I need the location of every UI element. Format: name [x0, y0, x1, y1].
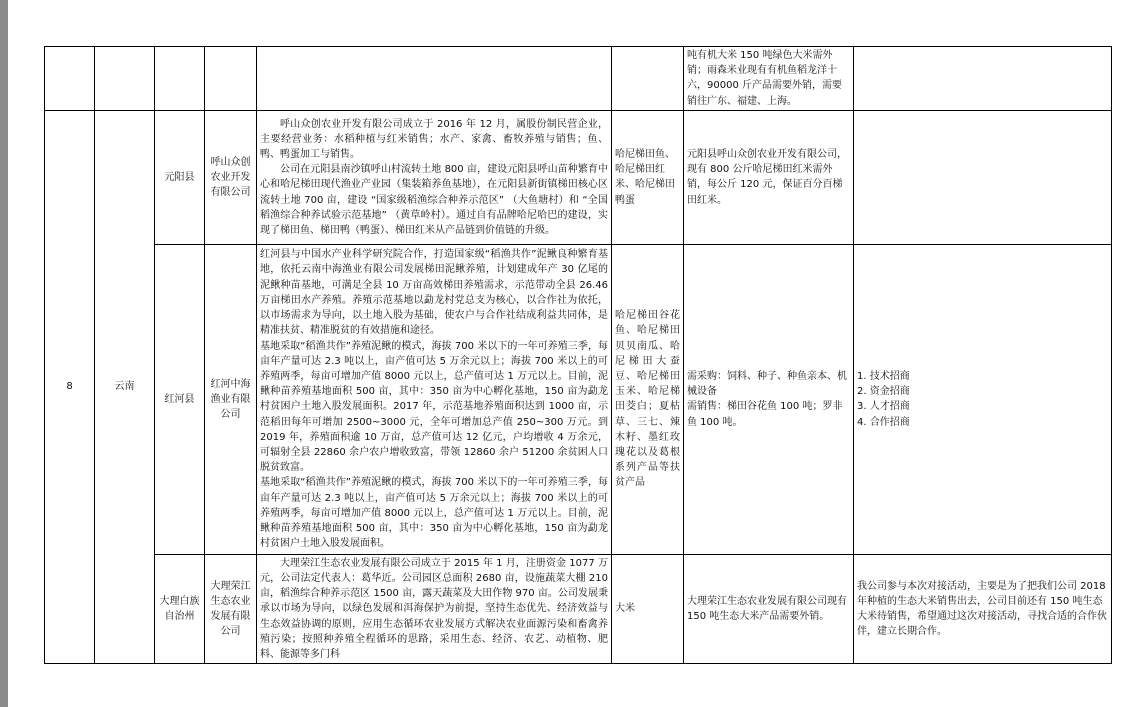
company-cell: 红河中海渔业有限公司 [205, 244, 257, 554]
company-cell [205, 47, 257, 111]
notes-cell [854, 110, 1112, 244]
profile-cell [257, 110, 612, 244]
profile-paragraph: 基地采取“稻渔共作”养殖泥鳅的模式，海拔 700 米以下的一年可养殖三季，每亩年产量可达 2.3 吨以上，亩产值可达 5 万余元以上；海拔 700 米以上的可养殖两季，每亩可增加产值 8000 元以上，总产值可达 1 万元以上。目前，泥鳅种苗养殖基地面积 500 亩，其中：350 亩为中心孵化基地，150 亩为勐龙村贫困户土地入股发展面积。2017 年，示范基地养殖面积达到 1000 亩，示范稻田每年可增加 2500~3000 元，全年可增加总产值 250~300 万元。到 2019 年，养殖面积逾 10 万亩，总产值可达 12 亿元，户均增收 4 万余元，可辐射全县 22860 余户农户增收致富，带领 12860 余户 51200 余贫困人口脱贫致富。 [260, 340, 608, 474]
province-cell: 云南 [95, 110, 155, 663]
row-number-cell: 8 [45, 110, 95, 663]
note-item: 3. 人才招商 [857, 401, 910, 413]
notes-cell: 我公司参与本次对接活动，主要是为了把我们公司 2018 年种植的生态大米销售出去，公司目前还有 150 吨生态大米待销售，希望通过这次对接活动，寻找合适的合作伙伴，建立长期合作。 [854, 554, 1112, 663]
table-row [45, 244, 1112, 554]
company-cell: 呼山众创农业开发有限公司 [205, 110, 257, 244]
province-cell [95, 47, 155, 111]
demand-cell [684, 244, 854, 554]
table-row [45, 110, 1112, 244]
products-cell [612, 47, 684, 111]
note-item: 2. 资金招商 [857, 386, 910, 398]
demand-cell: 大理荣江生态农业发展有限公司现有 150 吨生态大米产品需要外销。 [684, 554, 854, 663]
profile-paragraph: 呼山众创农业开发有限公司成立于 2016 年 12 月，属股份制民营企业，主要经营业务：水稻种植与红米销售；水产、家禽、畜牧养殖与销售；鱼、鸭、鸭蛋加工与销售。 [260, 118, 608, 160]
profile-paragraph: 大理荣江生态农业发展有限公司成立于 2015 年 1 月，注册资金 1077 万元，公司法定代表人：葛华近。公司园区总面积 2680 亩，设施蔬菜大棚 210 亩，稻渔综合种养示范区 1500 亩，露天蔬菜及大田作物 970 亩。公司发展秉承以市场为导向，以绿色发展和洱海保护为前提，坚持生态优先、经济效益与生态效益协调的原则，应用生态循环农业发展方式解决农业面源污染和畜禽养殖污染；按照种养殖全程循环的思路，采用生态、经济、农艺、动植物、肥料、能源等多门科 [260, 557, 608, 661]
profile-paragraph: 基地采取“稻渔共作”养殖泥鳅的模式，海拔 700 米以下的一年可养殖三季，每亩年产量可达 2.3 吨以上，亩产值可达 5 万余元以上；海拔 700 米以上的可养殖两季，每亩可增加产值 8000 元以上，总产值可达 1 万元以上。目前，泥鳅种苗养殖基地面积 500 亩，其中：350 亩为中心孵化基地，150 亩为勐龙村贫困户土地入股发展面积。 [260, 477, 608, 550]
note-item: 4. 合作招商 [857, 416, 910, 428]
county-cell [155, 47, 205, 111]
notes-cell [854, 47, 1112, 111]
county-cell: 红河县 [155, 244, 205, 554]
profile-paragraph: 公司在元阳县南沙镇呼山村流转土地 800 亩，建设元阳县呼山苗种繁育中心和哈尼梯田现代渔业产业园（集装箱养鱼基地），在元阳县新街镇梯田核心区流转土地 700 亩，建设 “国家级稻渔综合种养示范区” （大鱼塘村）和 “全国稻渔综合种养试验示范基地” （黄草岭村）。通过自有品牌哈尼哈巴的建设，实现了梯田鱼、梯田鸭（鸭蛋）、梯田红米从产品链到价值链的升级。 [260, 164, 608, 236]
profile-cell [257, 244, 612, 554]
notes-cell [854, 244, 1112, 554]
profile-paragraph: 红河县与中国水产业科学研究院合作，打造国家级“稻渔共作”泥鳅良种繁育基地，依托云南中海渔业有限公司发展梯田泥鳅养殖，计划建成年产 30 亿尾的泥鳅种苗基地，可满足全县 10 万亩高效梯田养殖需求，示范带动全县 26.46 万亩梯田水产养殖。养殖示范基地以勐龙村党总支为核心，以合作社为依托，以市场需求为导向，以土地入股为基础，使农户与合作社结成利益共同体，是精准扶贫、精准脱贫的有效措施和途径。 [260, 249, 608, 337]
demand-cell: 元阳县呼山众创农业开发有限公司，现有 800 公斤哈尼梯田红米需外销，每公斤 120 元，保证百分百梯田红米。 [684, 110, 854, 244]
profile-cell [257, 554, 612, 663]
demand-cell: 吨有机大米 150 吨绿色大米需外销；雨森米业现有有机鱼稻龙洋十六，90000 斤产品需要外销，需要销往广东、福建、上海。 [684, 47, 854, 111]
table-row [45, 47, 1112, 111]
row-number-cell [45, 47, 95, 111]
county-cell: 大理白族自治州 [155, 554, 205, 663]
note-item: 1. 技术招商 [857, 370, 910, 382]
profile-cell [257, 47, 612, 111]
company-cell: 大理荣江生态农业发展有限公司 [205, 554, 257, 663]
demand-sales: 需销售：梯田谷花鱼 100 吨；罗非鱼 100 吨。 [687, 401, 843, 428]
page-gutter [0, 0, 8, 707]
demand-purchase: 需采购：饲料、种子、种鱼亲本、机械设备 [687, 370, 847, 398]
matchmaking-table [44, 46, 1112, 664]
products-cell: 哈尼梯田谷花鱼、哈尼梯田贝贝南瓜、哈尼梯田大蚕豆、哈尼梯田玉米、哈尼梯田茭白；夏枯草、三七、辣木籽、墨红玫瑰花以及葛根系列产品等扶贫产品 [612, 244, 684, 554]
products-cell: 大米 [612, 554, 684, 663]
products-cell: 哈尼梯田鱼、哈尼梯田红米、哈尼梯田鸭蛋 [612, 110, 684, 244]
county-cell: 元阳县 [155, 110, 205, 244]
table-row [45, 554, 1112, 663]
